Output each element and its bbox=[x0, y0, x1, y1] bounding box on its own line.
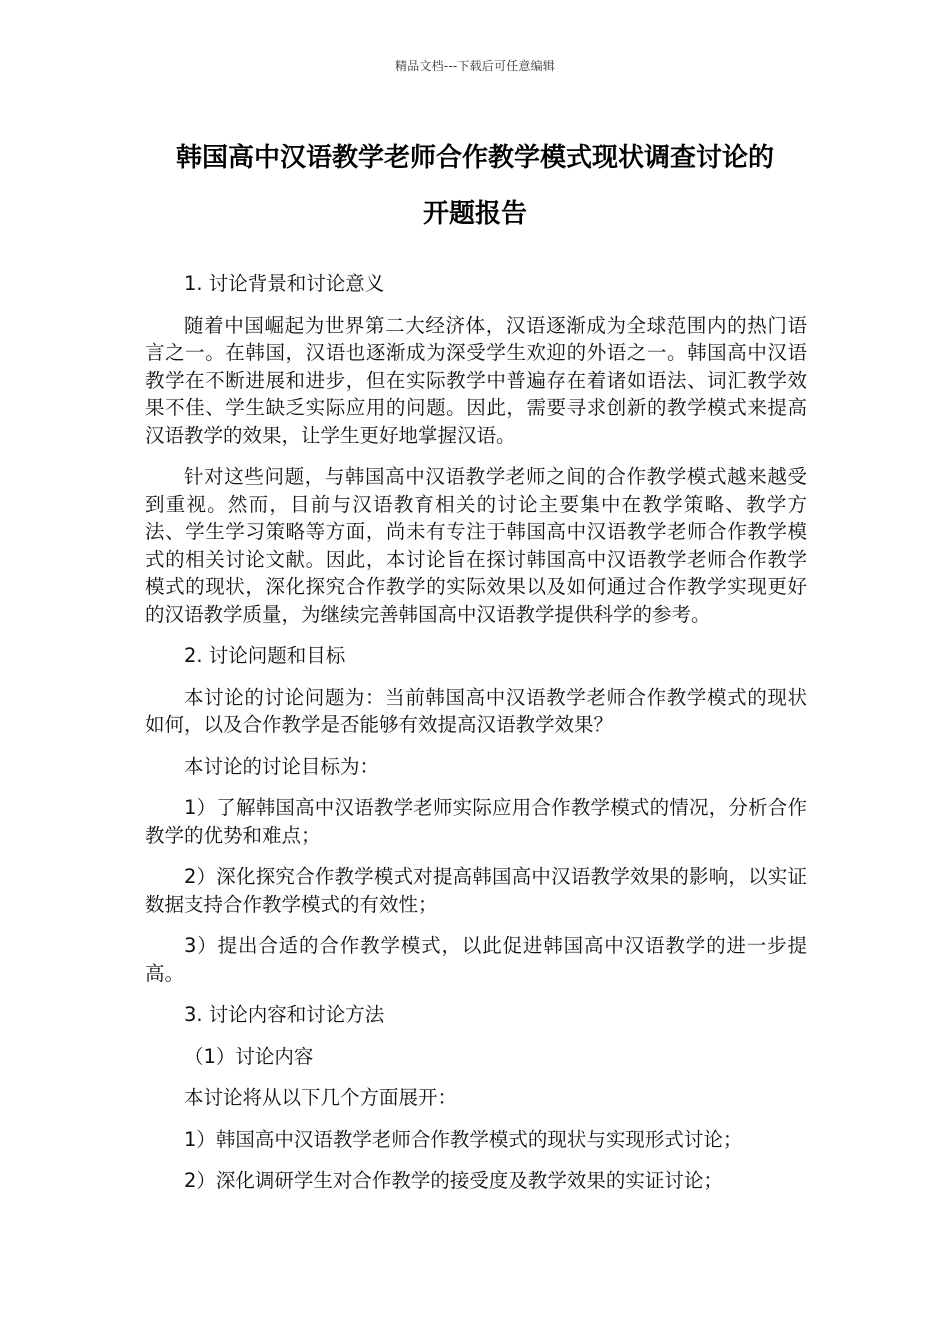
document-body bbox=[145, 270, 807, 1195]
section-heading-content-methods: 3. 讨论内容和讨论方法 bbox=[184, 1003, 385, 1026]
paragraph-background-2: 针对这些问题，与韩国高中汉语教学老师之间的合作教学模式越来越受到重视。然而，目前与汉语教育相关的讨论主要集中在教学策略、教学方法、学生学习策略等方面，尚未有专注于韩国高中汉语教学老师合作教学模式的相关讨论文献。因此，本讨论旨在探讨韩国高中汉语教学老师合作教学模式的现状，深化探究合作教学的实际效果以及如何通过合作教学实现更好的汉语教学质量，为继续完善韩国高中汉语教学提供科学的参考。 bbox=[145, 465, 807, 626]
content-item-1: 1）韩国高中汉语教学老师合作教学模式的现状与实现形式讨论； bbox=[184, 1127, 743, 1151]
header-note: 精品文档---下载后可任意编辑 bbox=[395, 59, 555, 73]
section-heading-background: 1. 讨论背景和讨论意义 bbox=[184, 272, 385, 295]
goal-item-2: 2）深化探究合作教学模式对提高韩国高中汉语教学效果的影响，以实证数据支持合作教学模式的有效性； bbox=[145, 865, 807, 916]
title-line-2: 开题报告 bbox=[422, 199, 527, 229]
paragraph-research-goals-intro: 本讨论的讨论目标为： bbox=[184, 754, 380, 778]
paragraph-research-question: 本讨论的讨论问题为：当前韩国高中汉语教学老师合作教学模式的现状如何，以及合作教学是否能够有效提高汉语教学效果？ bbox=[145, 685, 807, 736]
goal-item-1: 1）了解韩国高中汉语教学老师实际应用合作教学模式的情况，分析合作教学的优势和难点； bbox=[145, 796, 807, 847]
section-heading-questions: 2. 讨论问题和目标 bbox=[184, 644, 346, 667]
paragraph-content-intro: 本讨论将从以下几个方面展开： bbox=[184, 1086, 458, 1109]
subheading-content: （1）讨论内容 bbox=[184, 1044, 314, 1068]
title-line-1: 韩国高中汉语教学老师合作教学模式现状调查讨论的 bbox=[175, 143, 774, 173]
content-item-2: 2）深化调研学生对合作教学的接受度及教学效果的实证讨论； bbox=[184, 1169, 723, 1192]
paragraph-background-1: 随着中国崛起为世界第二大经济体，汉语逐渐成为全球范围内的热门语言之一。在韩国，汉语也逐渐成为深受学生欢迎的外语之一。韩国高中汉语教学在不断进展和进步，但在实际教学中普遍存在着诸如语法、词汇教学效果不佳、学生缺乏实际应用的问题。因此，需要寻求创新的教学模式来提高汉语教学的效果，让学生更好地掌握汉语。 bbox=[145, 313, 807, 447]
document-title bbox=[135, 130, 815, 242]
goal-item-3: 3）提出合适的合作教学模式，以此促进韩国高中汉语教学的进一步提高。 bbox=[145, 934, 807, 985]
